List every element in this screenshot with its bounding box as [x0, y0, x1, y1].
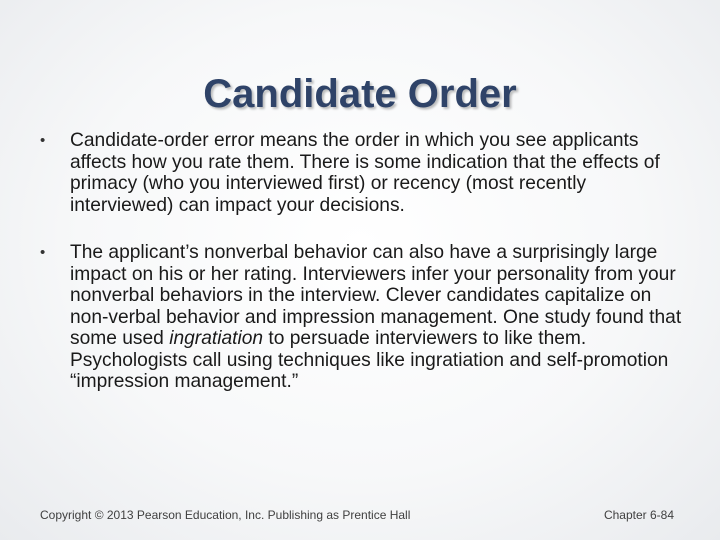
footer-page-number: Chapter 6-84 [603, 508, 674, 522]
bullet-item-candidate-order [30, 130, 690, 216]
footer-copyright: Copyright © 2013 Pearson Education, Inc. Publishing as Prentice Hall [40, 508, 411, 522]
bullet-list [30, 130, 690, 419]
bullet-item-nonverbal [30, 242, 690, 393]
bullet-icon: • [40, 244, 46, 261]
bullet-text-part1: The applicant’s nonverbal behavior can also have a surprisingly large impact on his or her rating. Interviewers infer your personality from your nonverbal behaviors in the interview. Clever candidates capitalize on non-verbal behavior and impression management. One study found that some used [70, 242, 682, 349]
bullet-icon: • [40, 132, 46, 149]
bullet-text: Candidate-order error means the order in which you see applicants affects how you rate them. There is some indication that the effects of primacy (who you interviewed first) or recency (most recently interviewed) can impact your decisions. [70, 130, 660, 216]
bullet-text-part2: to persuade interviewers to like them. Psychologists call using techniques like ingratiation and self-promotion “impression management.” [70, 328, 669, 392]
bullet-text-italic: ingratiation [169, 328, 264, 349]
slide-title: Candidate Order [203, 72, 517, 116]
